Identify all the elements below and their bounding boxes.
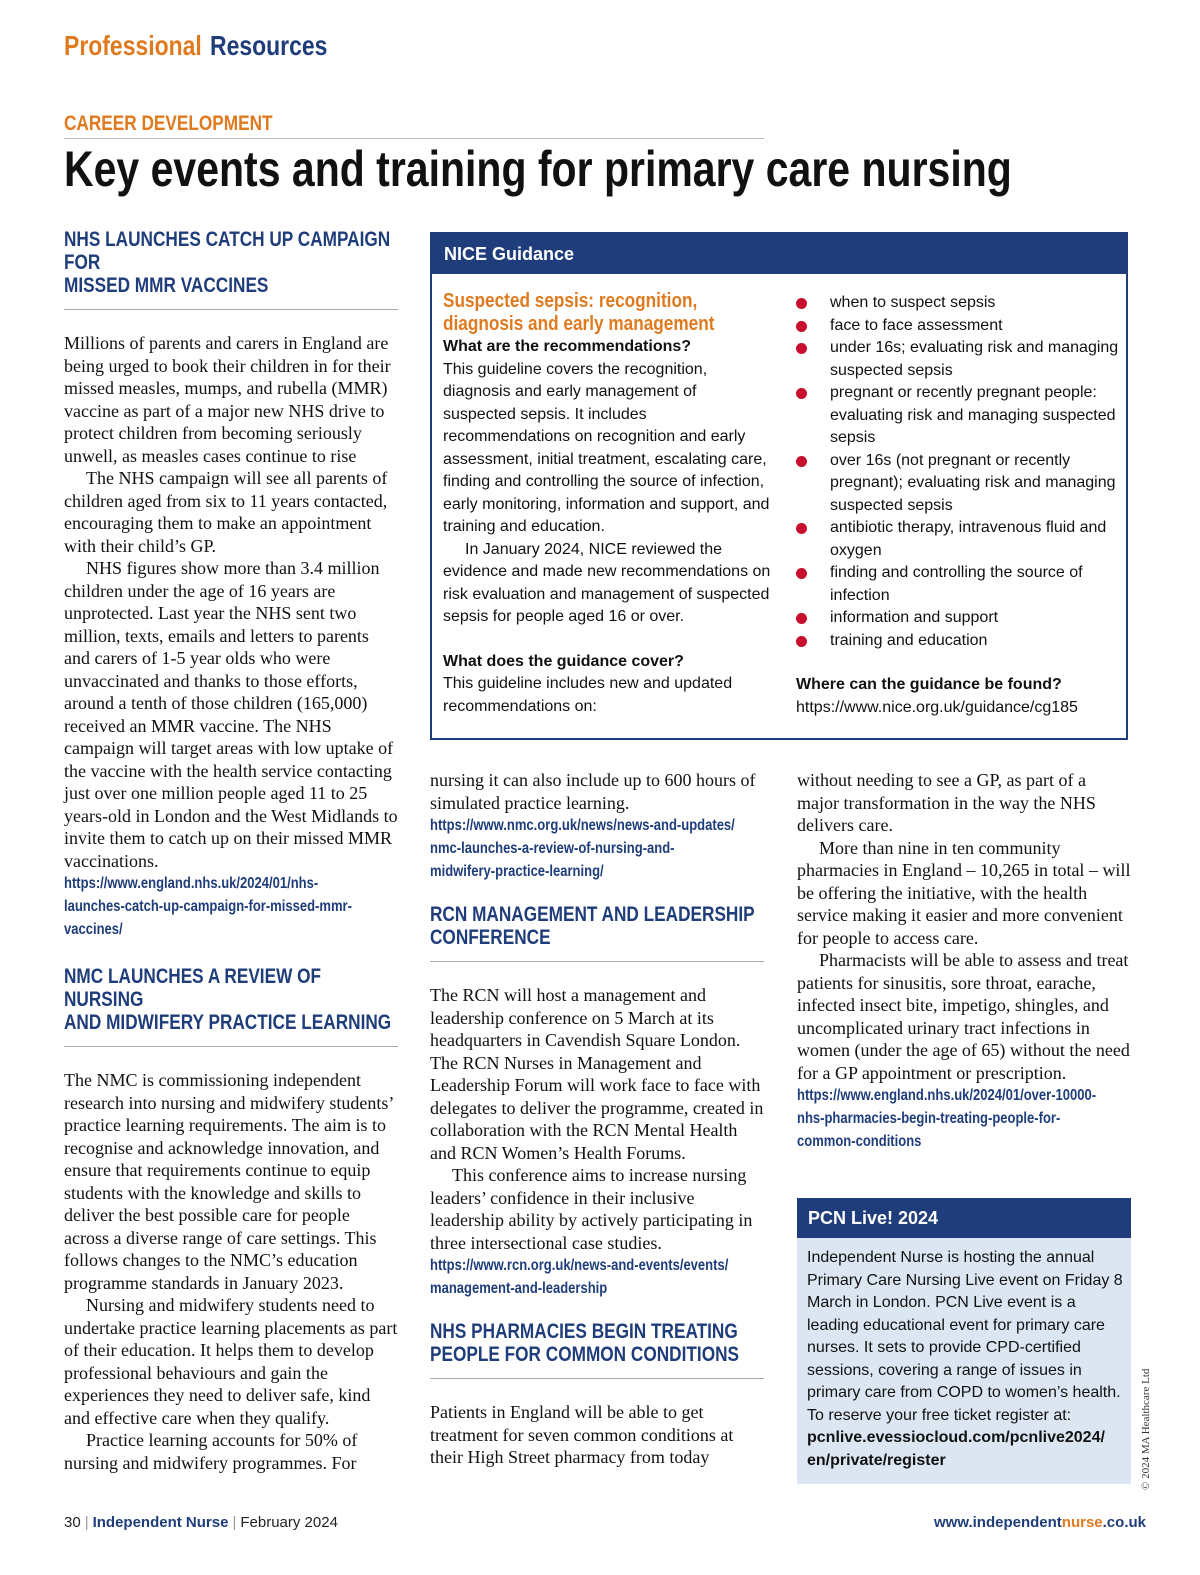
rcn-heading [430,903,758,949]
bullet-item: face to face assessment [796,315,1126,338]
rcn-link-line2[interactable]: management-and-leadership [430,1280,608,1297]
kicker: CAREER DEVELOPMENT [64,112,273,135]
column-right [797,769,1131,1153]
nmc-paragraph-1: The NMC is commissioning independent research into nursing and midwifery students’ practice learning requirements. The aim is to recognise and acknowledge innovation, and ensure that requirements continue to equip students with the knowledge and skills to deliver the best possible care for people across a diverse range of care settings. This follows changes to the NMC’s education programme standards in January 2023. [64,1070,394,1293]
bullet-dot-icon [796,456,807,467]
mmr-divider [64,309,398,310]
pharmacy-heading [430,1320,758,1366]
mmr-heading [64,228,392,297]
publication-name: Independent Nurse [92,1514,229,1531]
pharmacy-paragraph-3: Pharmacists will be able to assess and treat patients for sinusitis, sore throat, earache, infected insect bite, impetigo, shingles, and uncomplicated urinary tract infections in women (under the age of 65) without the need for a GP appointment or prescription. [797,950,1130,1083]
nice-url-link[interactable]: https://www.nice.org.uk/guidance/cg185 [796,698,1078,716]
column-left [64,228,398,1474]
mmr-paragraph-1: Millions of parents and carers in England are being urged to book their children in for their missed measles, mumps, and rubella (MMR) vaccine as part of a major new NHS drive to protect children from becoming seriously unwell, as measles cases continue to rise [64,333,391,466]
pharmacy-paragraph-2: More than nine in ten community pharmacies in England – 10,265 in total – will be offering the initiative, with the health service making it easier and more convenient for people to access care. [797,837,1131,948]
nice-guidance-box [430,232,1128,740]
section-word-professional: Professional [64,30,202,61]
copyright-notice: © 2024 MA Healthcare Ltd [1140,1368,1152,1490]
nice-paragraph-3: This guideline includes new and updated recommendations on: [443,675,733,715]
mmr-paragraph-3: NHS figures show more than 3.4 million children under the age of 16 years are unprotected. Last year the NHS sent two million, texts, emails and letters to parents and carers of 1-5 year olds who were unvaccinated and thanks to those efforts, around a tenth of those children (165,000) received an MMR vaccine. The NHS campaign will target areas with low uptake of the vaccine with the health service contacting just over one million people aged 11 to 25 years-old in London and the West Midlands to invite them to catch up on their missed MMR vaccinations. [64,558,398,871]
section-word-resources: Resources [210,30,328,61]
pharmacy-link-line3[interactable]: common-conditions [797,1133,922,1150]
nmc-paragraph-3-continued: nursing it can also include up to 600 hours of simulated practice learning. [430,770,756,813]
pharmacy-link-line1[interactable]: https://www.england.nhs.uk/2024/01/over-10000- [797,1087,1097,1104]
kicker-divider [64,138,764,139]
bullet-item: pregnant or recently pregnant people: evaluating risk and managing suspected sepsis [796,382,1126,450]
bullet-item: antibiotic therapy, intravenous fluid and oxygen [796,517,1126,562]
nice-paragraph-2: In January 2024, NICE reviewed the evidence and made new recommendations on risk evaluation and management of suspected sepsis for people aged 16 or over. [443,540,771,625]
nmc-link-line1[interactable]: https://www.nmc.org.uk/news/news-and-updates/ [430,817,735,834]
footer-left: 30 | Independent Nurse | February 2024 [64,1514,338,1531]
nmc-link[interactable] [430,814,735,883]
nice-left-column [443,290,773,718]
nmc-heading-line2: AND MIDWIFERY PRACTICE LEARNING [64,1011,392,1034]
pcn-box-title: PCN Live! 2024 [797,1198,1131,1238]
bullet-item: finding and controlling the source of infection [796,562,1126,607]
rcn-paragraph-1: The RCN will host a management and leadership conference on 5 March at its headquarters in Cavendish Square London. The RCN Nurses in Management and Leadership Forum will work face to face with delegates to deliver the programme, created in collaboration with the RCN Mental Health and RCN Women’s Health Forums. [430,985,764,1163]
nice-question-1: What are the recommendations? [443,338,692,355]
rcn-divider [430,961,764,962]
pharmacy-divider [430,1378,764,1379]
nmc-paragraph-2: Nursing and midwifery students need to undertake practice learning placements as part of their education. It helps them to develop professional behaviours and gain the experiences they need to deliver safe, kind and effective care when they qualify. [64,1295,398,1428]
section-title [64,30,327,62]
mmr-paragraph-2: The NHS campaign will see all parents of children aged from six to 11 years contacted, encouraging them to make an appointment with their child’s GP. [64,468,388,556]
nice-title-line2: diagnosis and early management [443,313,715,335]
bullet-dot-icon [796,298,807,309]
page-headline: Key events and training for primary care nursing [64,141,1012,197]
rcn-link-line1[interactable]: https://www.rcn.org.uk/news-and-events/events/ [430,1257,729,1274]
bullet-item: information and support [796,607,1126,630]
bullet-dot-icon [796,321,807,332]
mmr-link-line1[interactable]: https://www.england.nhs.uk/2024/01/nhs- [64,875,319,892]
issue-date: February 2024 [240,1514,338,1531]
bullet-item: training and education [796,630,1126,653]
rcn-link[interactable] [430,1254,729,1300]
rcn-heading-line1: RCN MANAGEMENT AND LEADERSHIP [430,903,755,926]
nice-bullet-list [796,292,1126,652]
mmr-heading-line2: MISSED MMR VACCINES [64,274,269,297]
nice-question-2: What does the guidance cover? [443,652,684,670]
pharmacy-link-line2[interactable]: nhs-pharmacies-begin-treating-people-for- [797,1110,1061,1127]
nmc-link-line2[interactable]: nmc-launches-a-review-of-nursing-and- [430,840,675,857]
pcn-live-box [797,1198,1131,1484]
bullet-dot-icon [796,636,807,647]
bullet-dot-icon [796,613,807,624]
bullet-dot-icon [796,568,807,579]
nmc-heading-line1: NMC LAUNCHES A REVIEW OF NURSING [64,965,322,1011]
mmr-link-line2[interactable]: launches-catch-up-campaign-for-missed-mmr- [64,898,352,915]
nmc-divider [64,1046,398,1047]
pcn-link-line1[interactable]: pcnlive.evessiocloud.com/pcnlive2024/ [807,1429,1105,1446]
column-middle [430,769,764,1469]
footer-website-link[interactable]: www.independentnurse.co.uk [934,1514,1146,1531]
mmr-link[interactable] [64,872,352,941]
pcn-link-line2[interactable]: en/private/register [807,1451,946,1469]
bullet-dot-icon [796,343,807,354]
nice-right-column [796,292,1126,719]
pharmacy-paragraph-1a: Patients in England will be able to get treatment for seven common conditions at their High Street pharmacy from today [430,1402,734,1467]
bullet-dot-icon [796,388,807,399]
rcn-heading-line2: CONFERENCE [430,926,551,949]
bullet-item: under 16s; evaluating risk and managing suspected sepsis [796,337,1126,382]
pharmacy-heading-line1: NHS PHARMACIES BEGIN TREATING [430,1320,738,1343]
nmc-paragraph-3: Practice learning accounts for 50% of nursing and midwifery programmes. For [64,1430,358,1473]
bullet-item: over 16s (not pregnant or recently pregnant); evaluating risk and managing suspected sepsis [796,450,1126,518]
pcn-text: Independent Nurse is hosting the annual Primary Care Nursing Live event on Friday 8 March in London. PCN Live event is a leading educational event for primary care nurses. It sets to provide CPD-certified sessions, covering a range of issues in primary care from COPD to women’s health. To reserve your free ticket register at: [807,1249,1123,1424]
bullet-dot-icon [796,523,807,534]
mmr-heading-line1: NHS LAUNCHES CATCH UP CAMPAIGN FOR [64,228,391,274]
nmc-heading [64,965,392,1034]
pharmacy-heading-line2: PEOPLE FOR COMMON CONDITIONS [430,1343,740,1366]
pharmacy-link[interactable] [797,1084,1097,1153]
nice-paragraph-1: This guideline covers the recognition, diagnosis and early management of suspected sepsis. It includes recommendations on recognition and early assessment, initial treatment, escalating care, finding and controlling the source of infection, early monitoring, information and support, and training and education. [443,360,770,535]
nice-box-title: NICE Guidance [432,234,1126,274]
bullet-item: when to suspect sepsis [796,292,1126,315]
page-number: 30 [64,1514,81,1531]
nice-title-line1: Suspected sepsis: recognition, [443,290,698,312]
pharmacy-paragraph-1b: without needing to see a GP, as part of a major transformation in the way the NHS delivers care. [797,770,1096,835]
nmc-link-line3[interactable]: midwifery-practice-learning/ [430,863,604,880]
rcn-paragraph-2: This conference aims to increase nursing leaders’ confidence in their inclusive leadership ability by actively participating in three intersectional case studies. [430,1165,753,1253]
nice-question-3: Where can the guidance be found? [796,676,1062,693]
pcn-body [797,1238,1131,1472]
pcn-register-link[interactable] [807,1427,1123,1472]
nice-article-title [443,290,727,336]
mmr-link-line3[interactable]: vaccines/ [64,921,123,938]
